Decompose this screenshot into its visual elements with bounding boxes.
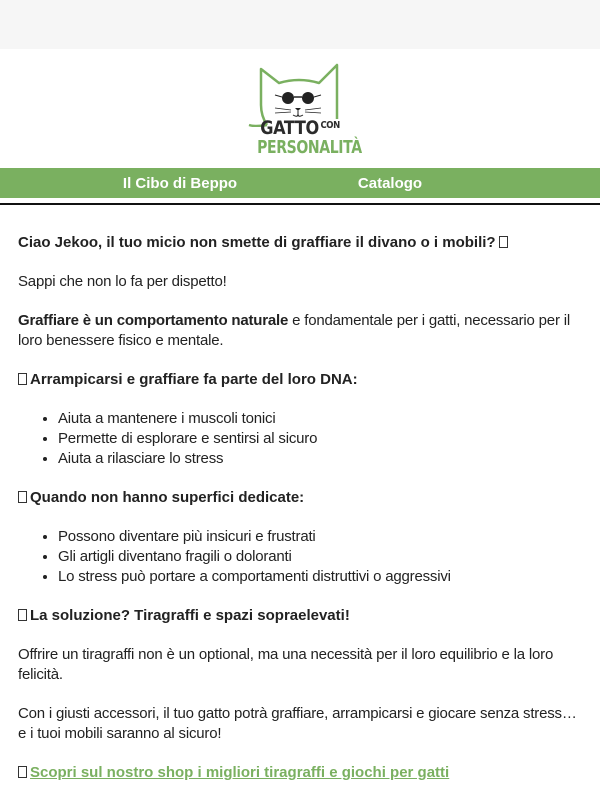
- nav-link-cibo-di-beppo[interactable]: Il Cibo di Beppo: [122, 174, 238, 192]
- top-bar: [0, 0, 600, 49]
- list-item: • Lo stress può portare a comportamenti distruttivi o aggressivi: [58, 567, 582, 587]
- brand-wordmark: [245, 117, 362, 158]
- intro-bold: Graffiare è un comportamento naturale: [18, 312, 289, 329]
- greeting: [18, 233, 582, 253]
- list-item: • Aiuta a rilasciare lo stress: [58, 449, 582, 469]
- greeting-text: Ciao Jekoo, il tuo micio non smette di graffiare il divano o i mobili?: [18, 234, 496, 251]
- header: [0, 49, 600, 168]
- intro-rest: e fondamentale per i gatti, necessario per il loro benessere fisico e mentale.: [18, 312, 570, 349]
- list-item: • Possono diventare più insicuri e frustrati: [58, 527, 582, 547]
- cta-line: [18, 763, 582, 783]
- list-item: • Aiuta a mantenere i muscoli tonici: [58, 409, 582, 429]
- benefits-list: [58, 409, 582, 469]
- intro-paragraph: [18, 311, 582, 351]
- list-item: • Gli artigli diventano fragili o doloranti: [58, 547, 582, 567]
- section-heading-text: Quando non hanno superfici dedicate:: [30, 489, 305, 506]
- main-nav: [0, 168, 600, 198]
- emoji-placeholder-icon: [499, 236, 508, 248]
- list-item: • Permette di esplorare e sentirsi al sicuro: [58, 429, 582, 449]
- brand-line2: PERSONALITÀ: [257, 137, 362, 158]
- shop-cta-link[interactable]: Scopri sul nostro shop i migliori tiragraffi e giochi per gatti: [30, 764, 450, 781]
- offer-paragraph: Offrire un tiragraffi non è un optional, ma una necessità per il loro equilibrio e la loro felicità.: [18, 646, 554, 683]
- intro-line: Sappi che non lo fa per dispetto!: [18, 273, 227, 290]
- section-heading-surfaces: [18, 488, 582, 508]
- brand-line1: GATTO $^{CON}$: [260, 117, 340, 139]
- section-heading-solution: [18, 606, 582, 626]
- section-heading-dna: [18, 370, 582, 390]
- nav-link-catalogo[interactable]: Catalogo: [357, 174, 423, 192]
- emoji-placeholder-icon: [18, 609, 27, 621]
- problems-list: [58, 527, 582, 587]
- emoji-placeholder-icon: [18, 373, 27, 385]
- section-heading-text: Arrampicarsi e graffiare fa parte del loro DNA:: [30, 371, 358, 388]
- accessories-paragraph: Con i giusti accessori, il tuo gatto potrà graffiare, arrampicarsi e giocare senza stress… e i tuoi mobili saranno al sicuro!: [18, 705, 577, 742]
- emoji-placeholder-icon: [18, 766, 27, 778]
- brand-logo[interactable]: [245, 57, 362, 161]
- email-body: [0, 205, 600, 783]
- section-heading-text: La soluzione? Tiragraffi e spazi sopraelevati!: [30, 607, 350, 624]
- emoji-placeholder-icon: [18, 491, 27, 503]
